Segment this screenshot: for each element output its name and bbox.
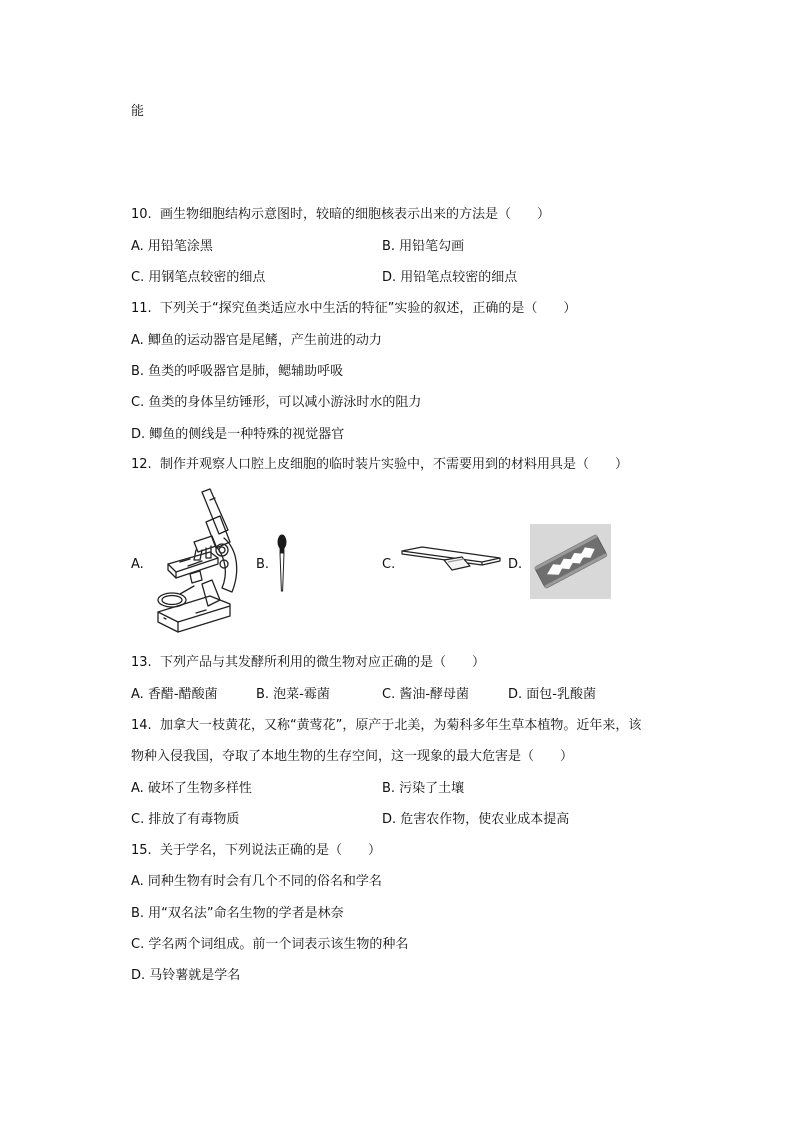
question-11-option-a: A. 鲫鱼的运动器官是尾鳍，产生前进的动力	[131, 333, 382, 348]
microscope-icon	[150, 488, 242, 634]
carryover-text: 能	[131, 104, 145, 119]
question-12-option-d: D.	[508, 557, 523, 572]
question-10-option-a: A. 用铅笔涂黑	[131, 239, 213, 254]
question-14-option-a: A. 破坏了生物多样性	[131, 781, 252, 796]
question-11-option-c: C. 鱼类的身体呈纺锤形，可以减小游泳时水的阻力	[131, 395, 422, 410]
question-14-option-c: C. 排放了有毒物质	[131, 812, 240, 827]
question-14-stem-line2: 物种入侵我国，夺取了本地生物的生存空间，这一现象的最大危害是（ ）	[131, 749, 574, 764]
question-11-option-d: D. 鲫鱼的侧线是一种特殊的视觉器官	[131, 427, 345, 442]
question-14-option-d: D. 危害农作物，使农业成本提高	[382, 812, 570, 827]
razor-blade-icon	[530, 524, 611, 599]
question-11-option-b: B. 鱼类的呼吸器官是肺，鳃辅助呼吸	[131, 364, 344, 379]
question-10-option-b: B. 用铅笔勾画	[382, 239, 465, 254]
question-12-stem: 12. 制作并观察人口腔上皮细胞的临时装片实验中，不需要用到的材料用具是（ ）	[131, 457, 628, 472]
question-11-stem: 11. 下列关于“探究鱼类适应水中生活的特征”实验的叙述，正确的是（ ）	[131, 301, 577, 316]
question-13-stem: 13. 下列产品与其发酵所利用的微生物对应正确的是（ ）	[131, 655, 485, 670]
question-12-option-b: B.	[256, 557, 270, 572]
question-12-option-c: C.	[382, 557, 396, 572]
question-15-option-b: B. 用“双名法”命名生物的学者是林奈	[131, 906, 344, 921]
question-15-option-c: C. 学名两个词组成。前一个词表示该生物的种名	[131, 937, 409, 952]
question-10-option-d: D. 用铅笔点较密的细点	[382, 270, 518, 285]
question-13-option-c: C. 酱油-酵母菌	[382, 687, 470, 702]
question-13-option-d: D. 面包-乳酸菌	[508, 687, 596, 702]
question-14-option-b: B. 污染了土壤	[382, 781, 465, 796]
glass-slide-icon	[400, 546, 502, 578]
question-10-stem: 10. 画生物细胞结构示意图时，较暗的细胞核表示出来的方法是（ ）	[131, 207, 550, 222]
question-15-option-d: D. 马铃薯就是学名	[131, 968, 241, 983]
question-15-option-a: A. 同种生物有时会有几个不同的俗名和学名	[131, 874, 382, 889]
question-10-option-c: C. 用钢笔点较密的细点	[131, 270, 266, 285]
dropper-icon	[276, 534, 288, 594]
question-13-option-a: A. 香醋-醋酸菌	[131, 687, 218, 702]
question-13-option-b: B. 泡菜-霉菌	[256, 687, 330, 702]
question-15-stem: 15. 关于学名，下列说法正确的是（ ）	[131, 843, 381, 858]
question-14-stem-line1: 14. 加拿大一枝黄花，又称“黄莺花”，原产于北美，为菊科多年生草本植物。近年来，该	[131, 718, 642, 733]
question-12-option-a: A.	[131, 557, 144, 572]
